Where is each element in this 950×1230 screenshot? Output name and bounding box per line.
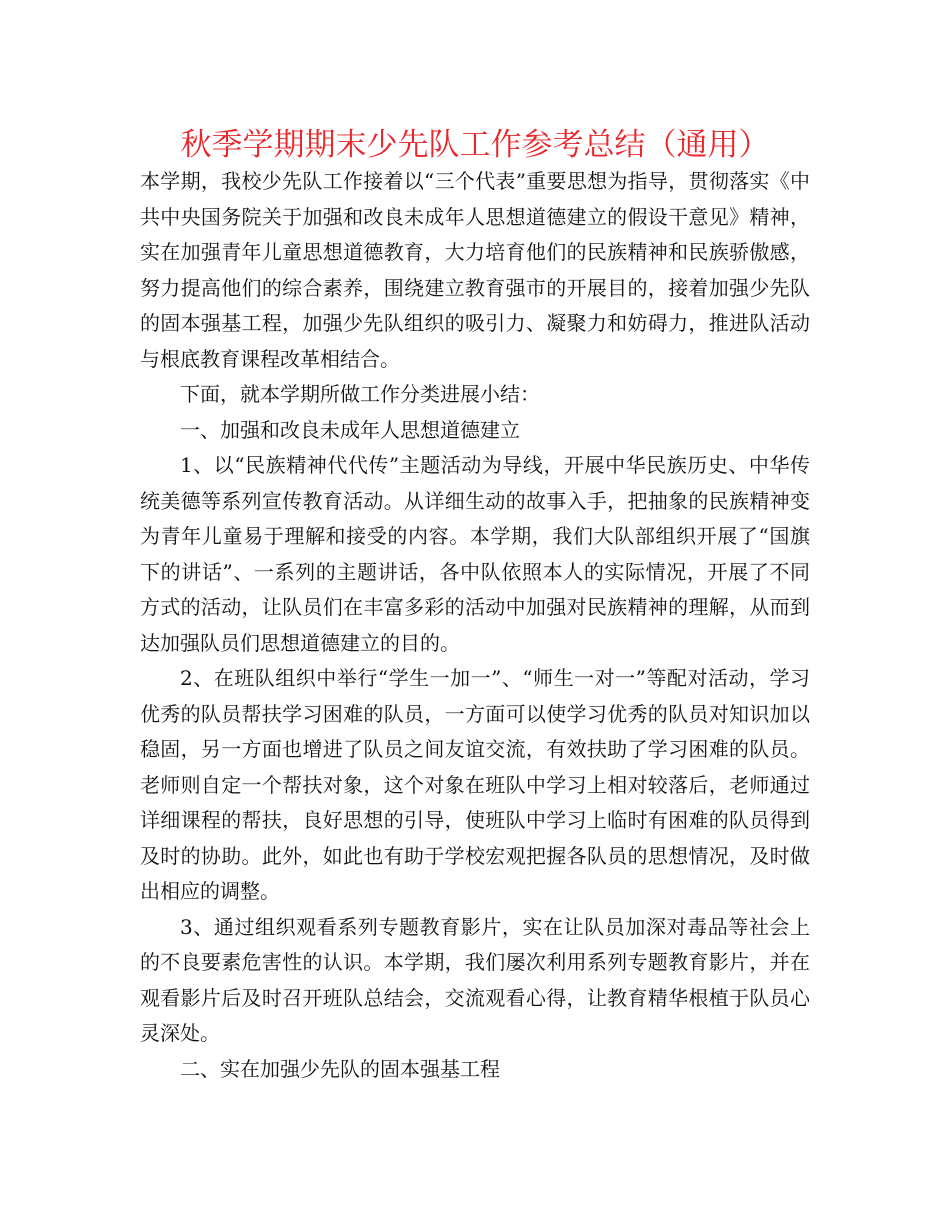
document-body <box>140 164 810 1087</box>
paragraph-item-2: 2、在班队组织中举行“学生一加一”、“师生一对一”等配对活动，学习优秀的队员帮扶学习困难的队员，一方面可以使学习优秀的队员对知识加以稳固，另一方面也增进了队员之间友谊交流，有效扶助了学习困难的队员。老师则自定一个帮扶对象，这个对象在班队中学习上相对较落后，老师通过详细课程的帮扶，良好思想的引导，使班队中学习上临时有困难的队员得到及时的协助。此外，如此也有助于学校宏观把握各队员的思想情况，及时做出相应的调整。 <box>140 666 810 903</box>
paragraph-item-3: 3、通过组织观看系列专题教育影片，实在让队员加深对毒品等社会上的不良要素危害性的认识。本学期，我们屡次利用系列专题教育影片，并在观看影片后及时召开班队总结会，交流观看心得，让教育精华根植于队员心灵深处。 <box>140 914 810 1045</box>
paragraph-intro: 本学期，我校少先队工作接着以“三个代表”重要思想为指导，贯彻落实《中共中央国务院关于加强和改良未成年人思想道德建立的假设干意见》精神，实在加强青年儿童思想道德教育，大力培育他们的民族精神和民族骄傲感，努力提高他们的综合素养，围绕建立教育强市的开展目的，接着加强少先队的固本强基工程，加强少先队组织的吸引力、凝聚力和妨碍力，推进队活动与根底教育课程改革相结合。 <box>140 169 810 371</box>
paragraph-item-1: 1、以“民族精神代代传”主题活动为导线，开展中华民族历史、中华传统美德等系列宣传教育活动。从详细生动的故事入手，把抽象的民族精神变为青年儿童易于理解和接受的内容。本学期，我们大队部组织开展了“国旗下的讲话”、一系列的主题讲话，各中队依照本人的实际情况，开展了不同方式的活动，让队员们在丰富多彩的活动中加强对民族精神的理解，从而到达加强队员们思想道德建立的目的。 <box>140 453 810 655</box>
paragraph-summary-lead: 下面，就本学期所做工作分类进展小结： <box>180 382 540 406</box>
document-title: 秋季学期期末少先队工作参考总结（通用） <box>180 127 770 163</box>
section-heading-1: 一、加强和改良未成年人思想道德建立 <box>180 417 520 442</box>
section-heading-2: 二、实在加强少先队的固本强基工程 <box>180 1056 500 1081</box>
